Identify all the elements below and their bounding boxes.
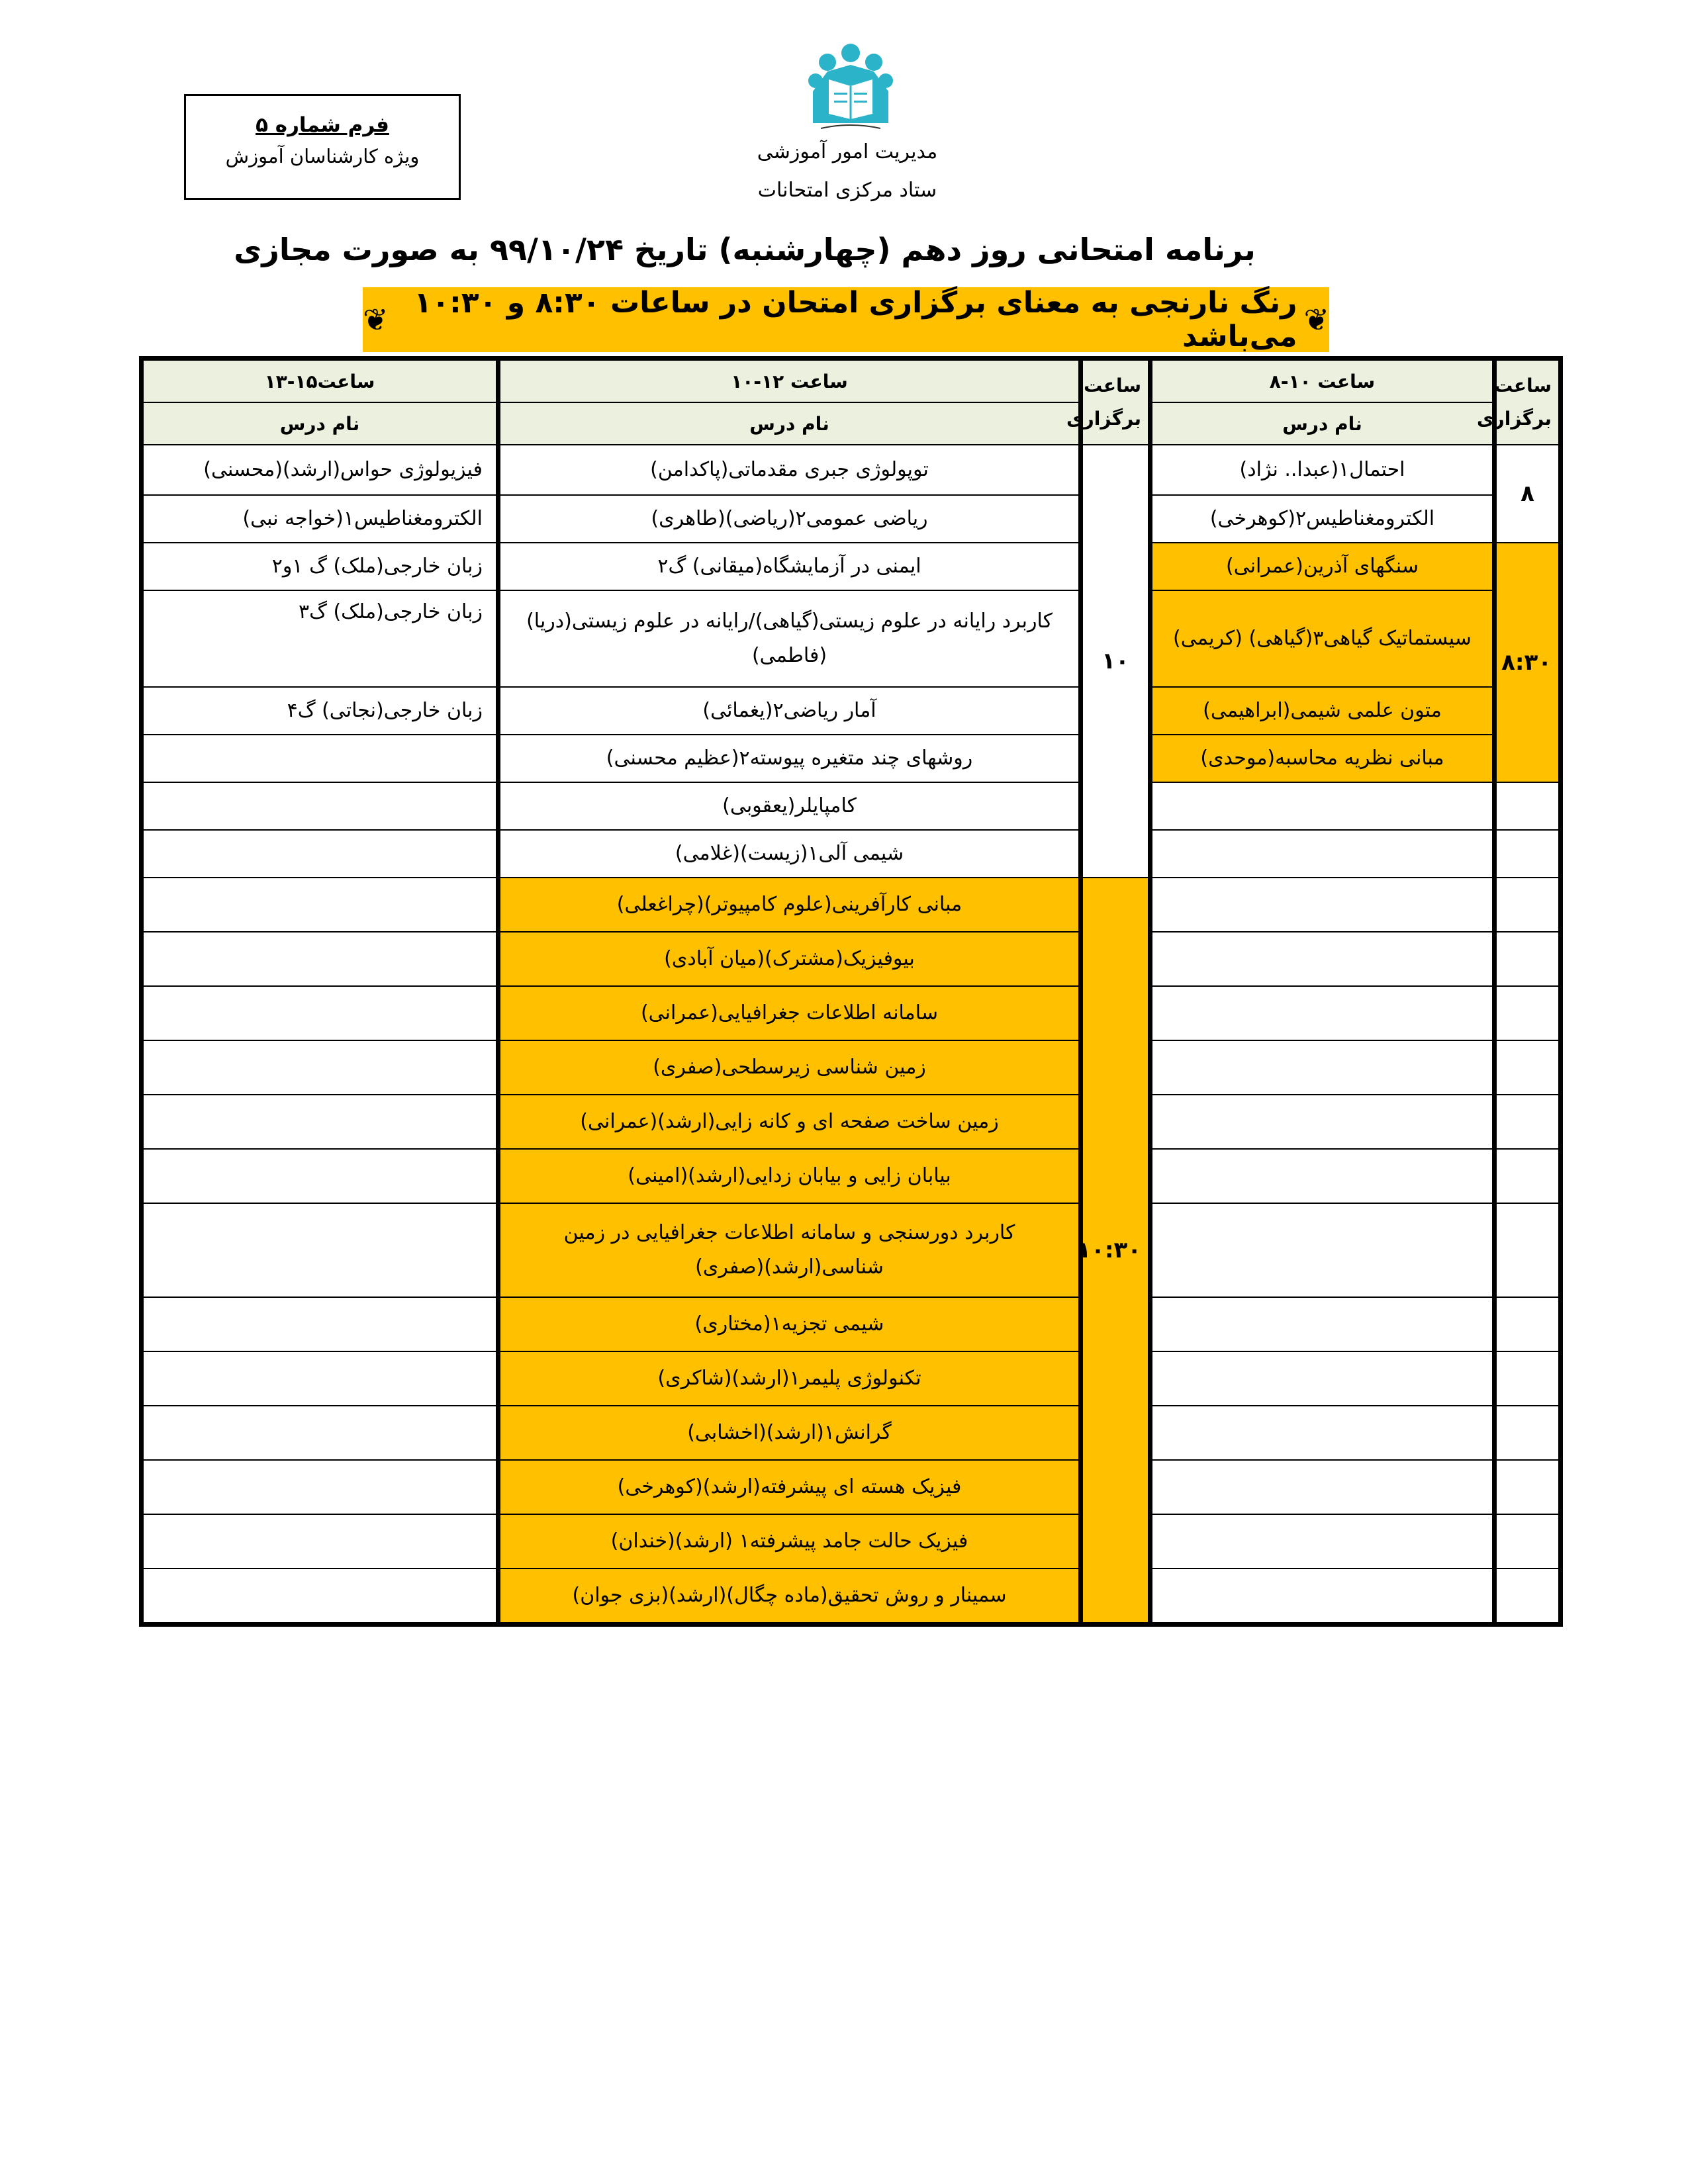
empty-cell xyxy=(142,1514,498,1569)
table-row xyxy=(142,590,1561,687)
empty-cell xyxy=(1495,1460,1561,1514)
course-cell: سنگهای آذرین(عمرانی) xyxy=(1150,543,1495,590)
table-row xyxy=(142,1514,1561,1569)
empty-cell xyxy=(1150,782,1495,830)
table-row xyxy=(142,543,1561,590)
table-row xyxy=(142,1203,1561,1297)
course-cell: شیمی آلی۱(زیست)(غلامی) xyxy=(498,830,1081,878)
legend-note-text: رنگ نارنجی به معنای برگزاری امتحان در ساعات ۸:۳۰ و ۱۰:۳۰ می‌باشد xyxy=(414,286,1297,353)
table-row xyxy=(142,735,1561,782)
empty-cell xyxy=(1150,1095,1495,1149)
empty-cell xyxy=(1495,782,1561,830)
course-cell: کاربرد رایانه در علوم زیستی(گیاهی)/رایانه در علوم زیستی(دریا) (فاطمی) xyxy=(498,590,1081,687)
empty-cell xyxy=(142,1351,498,1406)
course-cell: سمینار و روش تحقیق(ماده چگال)(ارشد)(بزی جوان) xyxy=(498,1569,1081,1625)
empty-cell xyxy=(142,1297,498,1351)
empty-cell xyxy=(1495,1406,1561,1460)
time-column-header: ساعت برگزاری xyxy=(1081,359,1150,445)
empty-cell xyxy=(1150,932,1495,986)
empty-cell xyxy=(1150,1297,1495,1351)
empty-cell xyxy=(1150,1514,1495,1569)
column-header-8-10: ساعت ۱۰-۸ xyxy=(1150,359,1495,403)
table-row xyxy=(142,878,1561,932)
org-office: ستاد مرکزی امتحانات xyxy=(757,179,937,202)
empty-cell xyxy=(142,735,498,782)
empty-cell xyxy=(142,830,498,878)
course-cell: کامپایلر(یعقوبی) xyxy=(498,782,1081,830)
course-cell: توپولوژی جبری مقدماتی(پاکدامن) xyxy=(498,445,1081,495)
empty-cell xyxy=(142,782,498,830)
empty-cell xyxy=(142,1203,498,1297)
table-row xyxy=(142,445,1561,495)
empty-cell xyxy=(1150,878,1495,932)
course-cell: بیوفیزیک(مشترک)(میان آبادی) xyxy=(498,932,1081,986)
empty-cell xyxy=(142,932,498,986)
table-row xyxy=(142,1406,1561,1460)
table-row xyxy=(142,495,1561,543)
empty-cell xyxy=(1150,1569,1495,1625)
empty-cell xyxy=(1150,1203,1495,1297)
table-row xyxy=(142,1095,1561,1149)
course-name-header: نام درس xyxy=(1150,402,1495,445)
empty-cell xyxy=(1150,830,1495,878)
legend-note-banner xyxy=(363,287,1329,352)
empty-cell xyxy=(1495,1149,1561,1203)
table-row xyxy=(142,1149,1561,1203)
table-row xyxy=(142,1297,1561,1351)
empty-cell xyxy=(142,1095,498,1149)
empty-cell xyxy=(1495,1514,1561,1569)
course-cell: الکترومغناطیس۲(کوهرخی) xyxy=(1150,495,1495,543)
table-row xyxy=(142,1040,1561,1095)
page-title: برنامه امتحانی روز دهم (چهارشنبه) تاریخ ۹۹/۱۰/۲۴ به صورت مجازی xyxy=(234,232,1256,267)
course-cell: آمار ریاضی۲(یغمائی) xyxy=(498,687,1081,735)
empty-cell xyxy=(1495,878,1561,932)
empty-cell xyxy=(142,1569,498,1625)
course-cell: زمین شناسی زیرسطحی(صفری) xyxy=(498,1040,1081,1095)
table-header-row xyxy=(142,359,1561,403)
course-cell: روشهای چند متغیره پیوسته۲(عظیم محسنی) xyxy=(498,735,1081,782)
course-cell: کاربرد دورسنجی و سامانه اطلاعات جغرافیایی در زمین شناسی(ارشد)(صفری) xyxy=(498,1203,1081,1297)
table-row xyxy=(142,1351,1561,1406)
empty-cell xyxy=(1495,1203,1561,1297)
course-cell: مبانی کارآفرینی(علوم کامپیوتر)(چراغعلی) xyxy=(498,878,1081,932)
empty-cell xyxy=(1150,1149,1495,1203)
empty-cell xyxy=(1150,1351,1495,1406)
course-name-header: نام درس xyxy=(142,402,498,445)
course-cell: احتمال۱(عبدا.. نژاد) xyxy=(1150,445,1495,495)
course-cell: سامانه اطلاعات جغرافیایی(عمرانی) xyxy=(498,986,1081,1040)
empty-cell xyxy=(1150,986,1495,1040)
empty-cell xyxy=(1495,932,1561,986)
course-cell: ایمنی در آزمایشگاه(میقانی) گ۲ xyxy=(498,543,1081,590)
empty-cell xyxy=(142,1149,498,1203)
university-logo-icon xyxy=(808,40,894,132)
course-cell: بیابان زایی و بیابان زدایی(ارشد)(امینی) xyxy=(498,1149,1081,1203)
column-header-13-15: ساعت۱۵-۱۳ xyxy=(142,359,498,403)
course-cell: زمین ساخت صفحه ای و کانه زایی(ارشد)(عمرانی) xyxy=(498,1095,1081,1149)
course-cell: ریاضی عمومی۲(ریاضی)(طاهری) xyxy=(498,495,1081,543)
time-cell: ۱۰:۳۰ xyxy=(1081,878,1150,1625)
course-cell: گرانش۱(ارشد)(اخشابی) xyxy=(498,1406,1081,1460)
table-row xyxy=(142,1460,1561,1514)
empty-cell xyxy=(1495,1095,1561,1149)
column-header-10-12: ساعت ۱۲-۱۰ xyxy=(498,359,1081,403)
table-subheader-row xyxy=(142,402,1561,445)
course-cell: متون علمی شیمی(ابراهیمی) xyxy=(1150,687,1495,735)
empty-cell xyxy=(1150,1460,1495,1514)
table-row xyxy=(142,932,1561,986)
course-cell: فیزیولوژی حواس(ارشد)(محسنی) xyxy=(142,445,498,495)
time-column-header: ساعت برگزاری xyxy=(1495,359,1561,445)
empty-cell xyxy=(142,1040,498,1095)
empty-cell xyxy=(142,1406,498,1460)
course-cell: تکنولوژی پلیمر۱(ارشد)(شاکری) xyxy=(498,1351,1081,1406)
course-cell: شیمی تجزیه۱(مختاری) xyxy=(498,1297,1081,1351)
empty-cell xyxy=(142,986,498,1040)
course-name-header: نام درس xyxy=(498,402,1081,445)
course-cell: فیزیک حالت جامد پیشرفته۱ (ارشد)(خندان) xyxy=(498,1514,1081,1569)
table-row xyxy=(142,687,1561,735)
empty-cell xyxy=(1495,1351,1561,1406)
ornament-icon: ❦ xyxy=(1303,302,1329,338)
exam-schedule-table xyxy=(139,356,1563,1627)
empty-cell xyxy=(1495,1569,1561,1625)
time-cell: ۸:۳۰ xyxy=(1495,543,1561,782)
ornament-icon: ❦ xyxy=(363,302,389,338)
table-row xyxy=(142,782,1561,830)
empty-cell xyxy=(1495,830,1561,878)
time-cell: ۱۰ xyxy=(1081,445,1150,878)
course-cell: مبانی نظریه محاسبه(موحدی) xyxy=(1150,735,1495,782)
empty-cell xyxy=(142,1460,498,1514)
empty-cell xyxy=(142,878,498,932)
empty-cell xyxy=(1495,1040,1561,1095)
form-subtitle: ویژه کارشناسان آموزش xyxy=(225,145,420,167)
course-cell: الکترومغناطیس۱(خواجه نبی) xyxy=(142,495,498,543)
course-cell: سیستماتیک گیاهی۳(گیاهی) (کریمی) xyxy=(1150,590,1495,687)
time-cell: ۸ xyxy=(1495,445,1561,543)
course-cell: فیزیک هسته ای پیشرفته(ارشد)(کوهرخی) xyxy=(498,1460,1081,1514)
empty-cell xyxy=(1495,986,1561,1040)
empty-cell xyxy=(1150,1040,1495,1095)
course-cell: زبان خارجی(ملک) گ۳ xyxy=(142,590,498,687)
table-row xyxy=(142,986,1561,1040)
empty-cell xyxy=(1495,1297,1561,1351)
table-row xyxy=(142,1569,1561,1625)
course-cell: زبان خارجی(ملک) گ ۱و۲ xyxy=(142,543,498,590)
form-number-box xyxy=(184,94,461,200)
org-department: مدیریت امور آموزشی xyxy=(757,140,938,163)
course-cell: زبان خارجی(نجاتی) گ۴ xyxy=(142,687,498,735)
table-row xyxy=(142,830,1561,878)
empty-cell xyxy=(1150,1406,1495,1460)
form-number: فرم شماره ۵ xyxy=(256,113,389,137)
